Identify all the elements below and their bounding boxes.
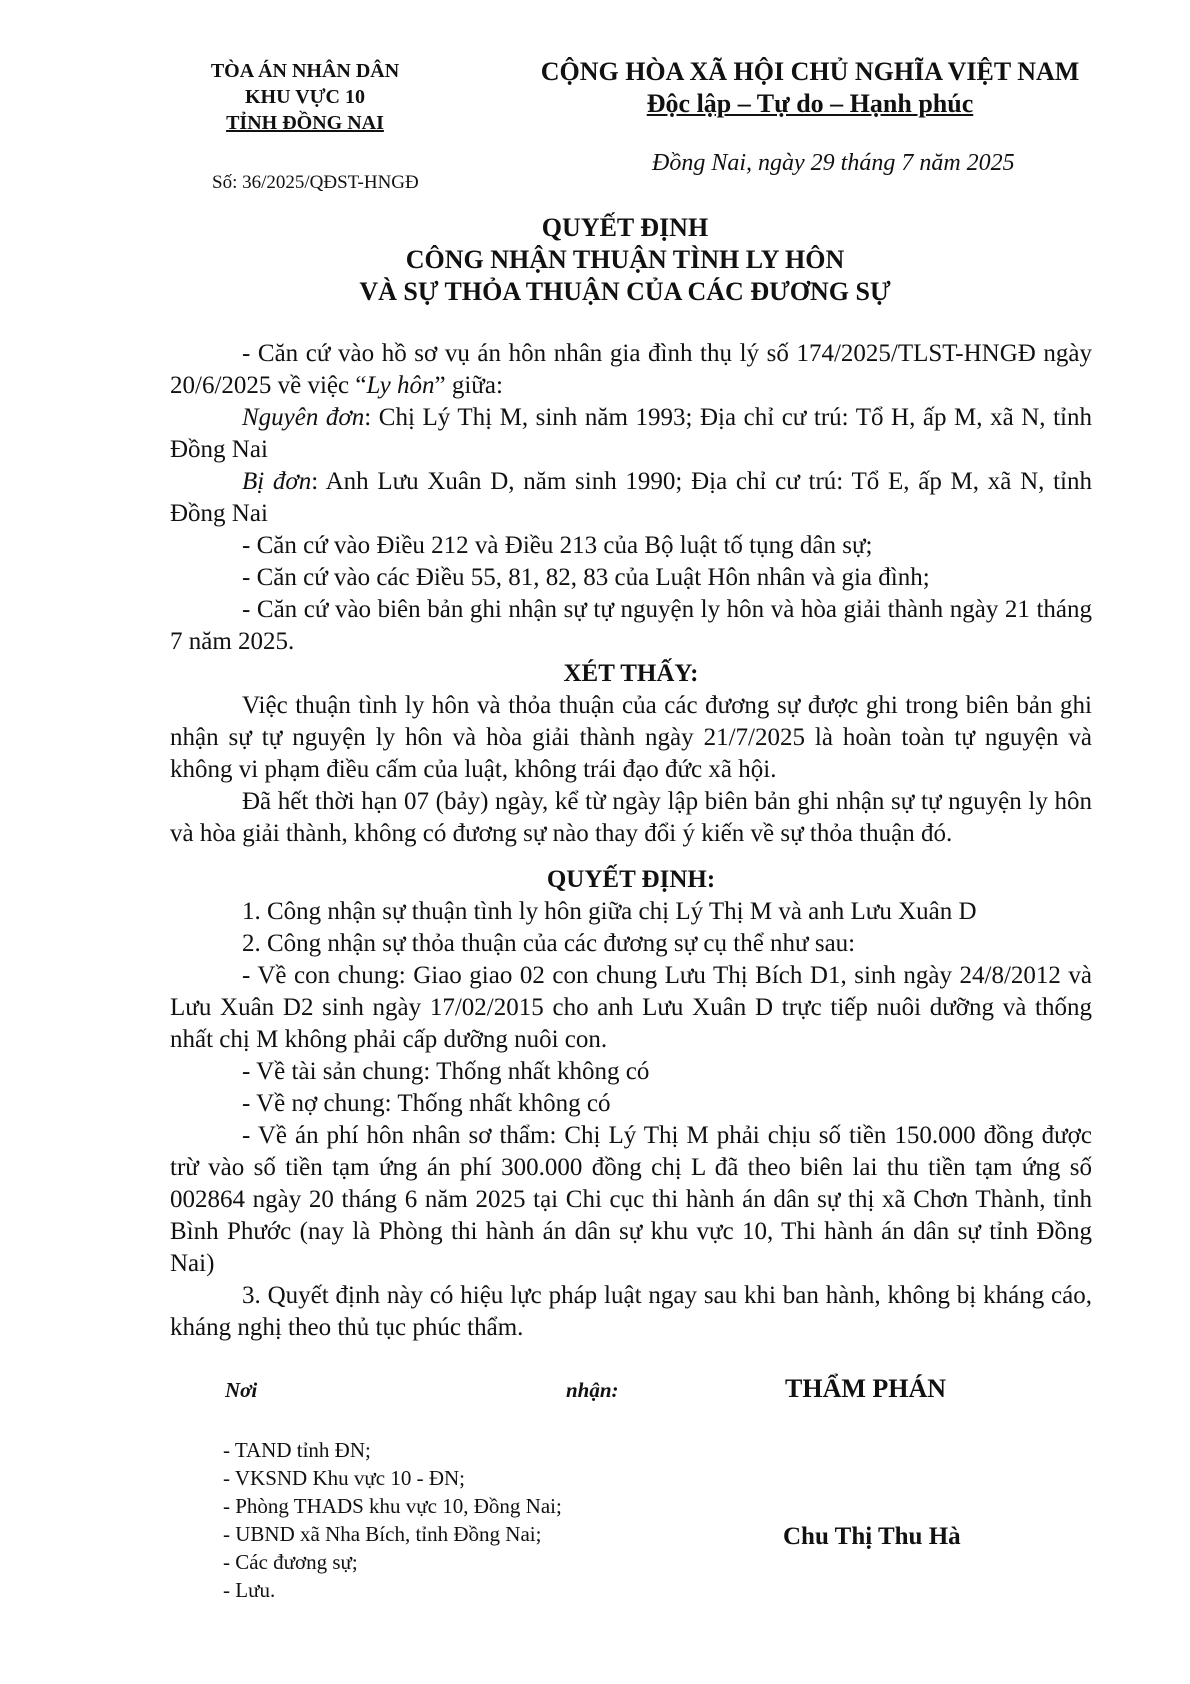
republic-name: CỘNG HÒA XÃ HỘI CHỦ NGHĨA VIỆT NAM: [540, 57, 1080, 86]
title-line-2: CÔNG NHẬN THUẬN TÌNH LY HÔN: [405, 245, 845, 274]
recipients-label-2: nhận:: [566, 1378, 619, 1402]
recipient-item: - Phòng THADS khu vực 10, Đồng Nai;: [223, 1494, 562, 1518]
document-body: [170, 338, 1092, 1344]
recipient-item: - UBND xã Nha Bích, tỉnh Đồng Nai;: [223, 1522, 542, 1546]
basis-civil-procedure: - Căn cứ vào Điều 212 và Điều 213 của Bộ luật tố tụng dân sự;: [242, 532, 873, 559]
judge-name: Chu Thị Thu Hà: [783, 1523, 961, 1550]
court-name: [205, 58, 405, 136]
recipient-item: - Các đương sự;: [223, 1550, 358, 1574]
defendant-text: : Anh Lưu Xuân D, năm sinh 1990; Địa chỉ cư trú: Tổ E, ấp M, xã N, tỉnh Đồng Nai: [170, 468, 1092, 527]
document-title: [160, 212, 1090, 308]
defendant-info: [170, 466, 1092, 530]
national-motto: Độc lập – Tự do – Hạnh phúc: [646, 89, 974, 118]
findings-paragraph-2: Đã hết thời hạn 07 (bảy) ngày, kể từ ngày lập biên bản ghi nhận sự tự nguyện ly hôn và hòa giải thành, không có đương sự nào thay đổi ý kiến về sự thỏa thuận đó.: [170, 788, 1092, 847]
recipient-item: - TAND tỉnh ĐN;: [223, 1438, 371, 1462]
decision-debt: - Về nợ chung: Thống nhất không có: [242, 1090, 611, 1117]
basis-family-law: - Căn cứ vào các Điều 55, 81, 82, 83 của Luật Hôn nhân và gia đình;: [242, 564, 930, 591]
national-header: [540, 56, 1080, 120]
decision-property: - Về tài sản chung: Thống nhất không có: [242, 1058, 650, 1085]
defendant-label: Bị đơn: [242, 468, 312, 495]
decision-item-1: 1. Công nhận sự thuận tình ly hôn giữa chị Lý Thị M và anh Lưu Xuân D: [242, 898, 977, 925]
plaintiff-label: Nguyên đơn: [242, 404, 365, 431]
title-line-1: QUYẾT ĐỊNH: [541, 213, 709, 242]
plaintiff-text: : Chị Lý Thị M, sinh năm 1993; Địa chỉ cư trú: Tổ H, ấp M, xã N, tỉnh Đồng Nai: [170, 404, 1092, 463]
findings-paragraph-1: Việc thuận tình ly hôn và thỏa thuận của các đương sự được ghi trong biên bản ghi nhận sự tự nguyện ly hôn và hòa giải thành ngày 21/7/2025 là hoàn toàn tự nguyện và không vi phạm điều cấm của luật, không trái đạo đức xã hội.: [170, 692, 1092, 783]
court-line-3: TỈNH ĐỒNG NAI: [226, 112, 384, 134]
recipients-label-1: Nơi: [225, 1378, 258, 1402]
basis-case-file-suffix: ” giữa:: [434, 372, 503, 399]
document-number: Số: 36/2025/QĐST-HNGĐ: [212, 172, 419, 193]
document-date: Đồng Nai, ngày 29 tháng 7 năm 2025: [652, 150, 1015, 176]
court-line-2: KHU VỰC 10: [245, 86, 365, 108]
basis-record: - Căn cứ vào biên bản ghi nhận sự tự nguyện ly hôn và hòa giải thành ngày 21 tháng 7 năm 2025.: [170, 596, 1092, 655]
recipient-item: - VKSND Khu vực 10 - ĐN;: [223, 1466, 465, 1490]
decision-heading: QUYẾT ĐỊNH:: [546, 866, 716, 893]
plaintiff-info: [170, 402, 1092, 466]
decision-item-2: 2. Công nhận sự thỏa thuận của các đương sự cụ thể như sau:: [242, 930, 856, 957]
recipients-list: [223, 1436, 562, 1604]
findings-heading: XÉT THẤY:: [563, 660, 699, 687]
judge-title: THẨM PHÁN: [785, 1374, 947, 1403]
basis-case-file: [170, 338, 1092, 402]
decision-court-fee: - Về án phí hôn nhân sơ thẩm: Chị Lý Thị M phải chịu số tiền 150.000 đồng được trừ vào số tiền tạm ứng án phí 300.000 đồng chị L đã theo biên lai thu tiền tạm ứng số 002864 ngày 20 tháng 6 năm 2025 tại Chi cục thi hành án dân sự thị xã Chơn Thành, tỉnh Bình Phước (nay là Phòng thi hành án dân sự khu vực 10, Thi hành án dân sự tỉnh Đồng Nai): [170, 1122, 1092, 1277]
decision-children: - Về con chung: Giao giao 02 con chung Lưu Thị Bích D1, sinh ngày 24/8/2012 và Lưu Xuân D2 sinh ngày 17/02/2015 cho anh Lưu Xuân D trực tiếp nuôi dưỡng và thống nhất chị M không phải cấp dưỡng nuôi con.: [170, 962, 1092, 1053]
basis-case-file-text: - Căn cứ vào hồ sơ vụ án hôn nhân gia đình thụ lý số 174/2025/TLST-HNGĐ ngày 20/6/2025 về việc “: [170, 340, 1092, 399]
case-type: Ly hôn: [366, 372, 435, 399]
title-line-3: VÀ SỰ THỎA THUẬN CỦA CÁC ĐƯƠNG SỰ: [359, 277, 891, 306]
court-line-1: TÒA ÁN NHÂN DÂN: [210, 60, 400, 82]
recipient-item: - Lưu.: [223, 1578, 276, 1602]
decision-item-3: 3. Quyết định này có hiệu lực pháp luật ngay sau khi ban hành, không bị kháng cáo, kháng nghị theo thủ tục phúc thẩm.: [170, 1282, 1092, 1341]
